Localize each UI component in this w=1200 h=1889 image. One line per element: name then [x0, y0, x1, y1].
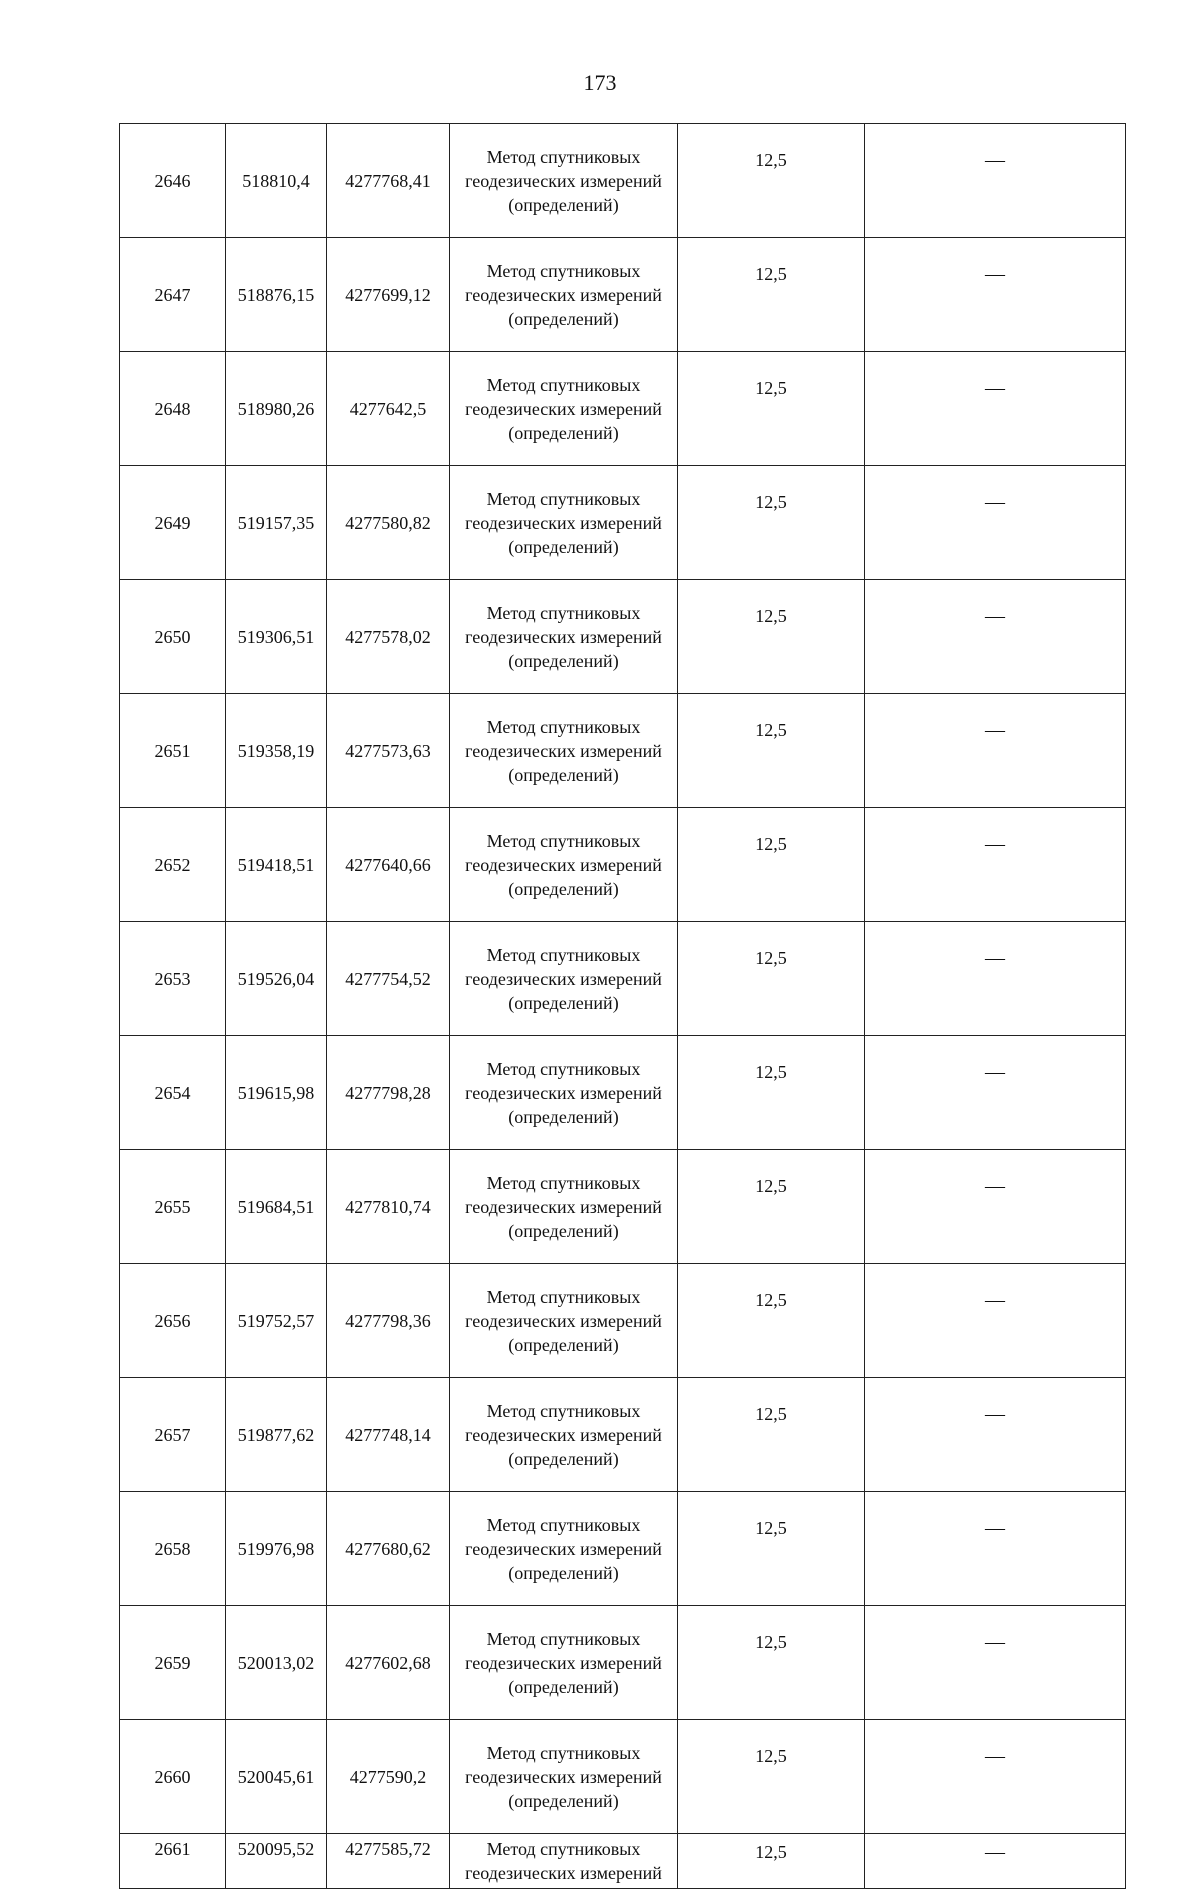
table-row	[120, 1606, 1126, 1720]
method-cell	[450, 1720, 678, 1834]
method-line-2: геодезических измерений	[465, 740, 662, 761]
method-line-2: геодезических измерений	[465, 1424, 662, 1445]
method-line-3: (определений)	[508, 308, 619, 329]
coord-y: 4277573,63	[327, 694, 450, 808]
method-cell	[450, 1378, 678, 1492]
coord-y: 4277748,14	[327, 1378, 450, 1492]
method-line-1: Метод спутниковых	[486, 374, 641, 395]
coord-x: 519358,19	[226, 694, 327, 808]
coord-x: 518810,4	[226, 124, 327, 238]
table-row	[120, 1720, 1126, 1834]
table-row	[120, 466, 1126, 580]
method-line-3: (определений)	[508, 650, 619, 671]
note-dash: —	[865, 1834, 1126, 1889]
point-number: 2656	[120, 1264, 226, 1378]
point-number: 2661	[120, 1834, 226, 1889]
table-row	[120, 580, 1126, 694]
coord-y: 4277768,41	[327, 124, 450, 238]
point-number: 2647	[120, 238, 226, 352]
method-cell	[450, 922, 678, 1036]
point-number: 2654	[120, 1036, 226, 1150]
method-cell	[450, 694, 678, 808]
method-line-2: геодезических измерений	[465, 284, 662, 305]
method-line-3: (определений)	[508, 536, 619, 557]
note-dash: —	[865, 238, 1126, 352]
coord-y: 4277680,62	[327, 1492, 450, 1606]
point-number: 2657	[120, 1378, 226, 1492]
method-cell	[450, 1036, 678, 1150]
precision-value: 12,5	[678, 1264, 865, 1378]
method-line-3: (определений)	[508, 1334, 619, 1355]
method-line-1: Метод спутниковых	[486, 1742, 641, 1763]
method-line-1: Метод спутниковых	[486, 716, 641, 737]
coord-y: 4277798,28	[327, 1036, 450, 1150]
method-line-2: геодезических измерений	[465, 1652, 662, 1673]
coord-y: 4277642,5	[327, 352, 450, 466]
coord-x: 518876,15	[226, 238, 327, 352]
table-row	[120, 1492, 1126, 1606]
coord-x: 520095,52	[226, 1834, 327, 1889]
note-dash: —	[865, 1492, 1126, 1606]
coord-y: 4277590,2	[327, 1720, 450, 1834]
precision-value: 12,5	[678, 124, 865, 238]
method-line-1: Метод спутниковых	[486, 488, 641, 509]
method-line-3: (определений)	[508, 1562, 619, 1583]
method-cell	[450, 466, 678, 580]
method-cell	[450, 1150, 678, 1264]
point-number: 2655	[120, 1150, 226, 1264]
method-line-1: Метод спутниковых	[486, 260, 641, 281]
coord-y: 4277580,82	[327, 466, 450, 580]
point-number: 2658	[120, 1492, 226, 1606]
method-line-2: геодезических измерений	[465, 626, 662, 647]
point-number: 2649	[120, 466, 226, 580]
note-dash: —	[865, 352, 1126, 466]
table-row	[120, 1264, 1126, 1378]
precision-value: 12,5	[678, 238, 865, 352]
method-line-2: геодезических измерений	[465, 398, 662, 419]
method-cell	[450, 580, 678, 694]
method-cell	[450, 1606, 678, 1720]
coord-y: 4277798,36	[327, 1264, 450, 1378]
table-row	[120, 694, 1126, 808]
point-number: 2651	[120, 694, 226, 808]
method-line-2: геодезических измерений	[465, 1310, 662, 1331]
precision-value: 12,5	[678, 1606, 865, 1720]
note-dash: —	[865, 1378, 1126, 1492]
method-line-2: геодезических измерений	[465, 1766, 662, 1787]
method-line-1: Метод спутниковых	[486, 146, 641, 167]
point-number: 2648	[120, 352, 226, 466]
method-line-3: (определений)	[508, 878, 619, 899]
coord-y: 4277578,02	[327, 580, 450, 694]
method-line-2: геодезических измерений	[465, 1538, 662, 1559]
method-cell	[450, 1834, 678, 1889]
coord-x: 520045,61	[226, 1720, 327, 1834]
note-dash: —	[865, 124, 1126, 238]
coord-y: 4277640,66	[327, 808, 450, 922]
note-dash: —	[865, 922, 1126, 1036]
point-number: 2646	[120, 124, 226, 238]
precision-value: 12,5	[678, 1492, 865, 1606]
note-dash: —	[865, 694, 1126, 808]
coord-x: 519976,98	[226, 1492, 327, 1606]
coord-x: 519306,51	[226, 580, 327, 694]
table-row	[120, 124, 1126, 238]
point-number: 2653	[120, 922, 226, 1036]
table-row	[120, 922, 1126, 1036]
precision-value: 12,5	[678, 1378, 865, 1492]
note-dash: —	[865, 1720, 1126, 1834]
coord-y: 4277699,12	[327, 238, 450, 352]
precision-value: 12,5	[678, 1150, 865, 1264]
coord-x: 519615,98	[226, 1036, 327, 1150]
note-dash: —	[865, 580, 1126, 694]
table-row	[120, 352, 1126, 466]
note-dash: —	[865, 1150, 1126, 1264]
note-dash: —	[865, 808, 1126, 922]
table-row	[120, 1378, 1126, 1492]
method-line-1: Метод спутниковых	[486, 1400, 641, 1421]
precision-value: 12,5	[678, 1834, 865, 1889]
method-line-2: геодезических измерений	[465, 1863, 662, 1883]
method-line-1: Метод спутниковых	[486, 1286, 641, 1307]
note-dash: —	[865, 1606, 1126, 1720]
coord-x: 520013,02	[226, 1606, 327, 1720]
method-line-3: (определений)	[508, 194, 619, 215]
coord-x: 519752,57	[226, 1264, 327, 1378]
coord-x: 518980,26	[226, 352, 327, 466]
method-line-3: (определений)	[508, 764, 619, 785]
point-number: 2660	[120, 1720, 226, 1834]
table-row-last	[120, 1834, 1126, 1889]
method-line-2: геодезических измерений	[465, 968, 662, 989]
method-line-2: геодезических измерений	[465, 1082, 662, 1103]
method-line-3: (определений)	[508, 1448, 619, 1469]
table-row	[120, 1150, 1126, 1264]
method-line-3: (определений)	[508, 1106, 619, 1127]
method-line-2: геодезических измерений	[465, 1196, 662, 1217]
method-line-1: Метод спутниковых	[486, 1514, 641, 1535]
method-line-1: Метод спутниковых	[486, 1628, 641, 1649]
coord-y: 4277602,68	[327, 1606, 450, 1720]
method-line-1: Метод спутниковых	[486, 602, 641, 623]
method-cell	[450, 238, 678, 352]
page-number: 173	[583, 70, 617, 95]
coord-y: 4277585,72	[327, 1834, 450, 1889]
point-number: 2659	[120, 1606, 226, 1720]
coord-x: 519157,35	[226, 466, 327, 580]
method-line-3: (определений)	[508, 992, 619, 1013]
coord-x: 519877,62	[226, 1378, 327, 1492]
table-row	[120, 808, 1126, 922]
precision-value: 12,5	[678, 580, 865, 694]
coord-x: 519684,51	[226, 1150, 327, 1264]
method-line-3: (определений)	[508, 1790, 619, 1811]
method-line-3: (определений)	[508, 1220, 619, 1241]
table-body	[120, 124, 1126, 1889]
method-line-2: геодезических измерений	[465, 854, 662, 875]
note-dash: —	[865, 1264, 1126, 1378]
method-line-3: (определений)	[508, 1676, 619, 1697]
method-line-1: Метод спутниковых	[486, 944, 641, 965]
method-cell	[450, 808, 678, 922]
precision-value: 12,5	[678, 922, 865, 1036]
method-line-1: Метод спутниковых	[486, 830, 641, 851]
coordinates-table	[119, 123, 1126, 1889]
coord-y: 4277754,52	[327, 922, 450, 1036]
coord-y: 4277810,74	[327, 1150, 450, 1264]
coord-x: 519526,04	[226, 922, 327, 1036]
method-line-2: геодезических измерений	[465, 512, 662, 533]
precision-value: 12,5	[678, 466, 865, 580]
coord-x: 519418,51	[226, 808, 327, 922]
method-line-3: (определений)	[508, 422, 619, 443]
note-dash: —	[865, 1036, 1126, 1150]
method-cell	[450, 1492, 678, 1606]
table-row	[120, 1036, 1126, 1150]
point-number: 2650	[120, 580, 226, 694]
point-number: 2652	[120, 808, 226, 922]
precision-value: 12,5	[678, 352, 865, 466]
method-line-1: Метод спутниковых	[486, 1058, 641, 1079]
method-cell	[450, 124, 678, 238]
table-row	[120, 238, 1126, 352]
precision-value: 12,5	[678, 1720, 865, 1834]
method-cell	[450, 352, 678, 466]
method-line-1: Метод спутниковых	[486, 1172, 641, 1193]
precision-value: 12,5	[678, 1036, 865, 1150]
method-cell	[450, 1264, 678, 1378]
method-line-1: Метод спутниковых	[486, 1839, 641, 1859]
precision-value: 12,5	[678, 808, 865, 922]
method-line-2: геодезических измерений	[465, 170, 662, 191]
note-dash: —	[865, 466, 1126, 580]
precision-value: 12,5	[678, 694, 865, 808]
